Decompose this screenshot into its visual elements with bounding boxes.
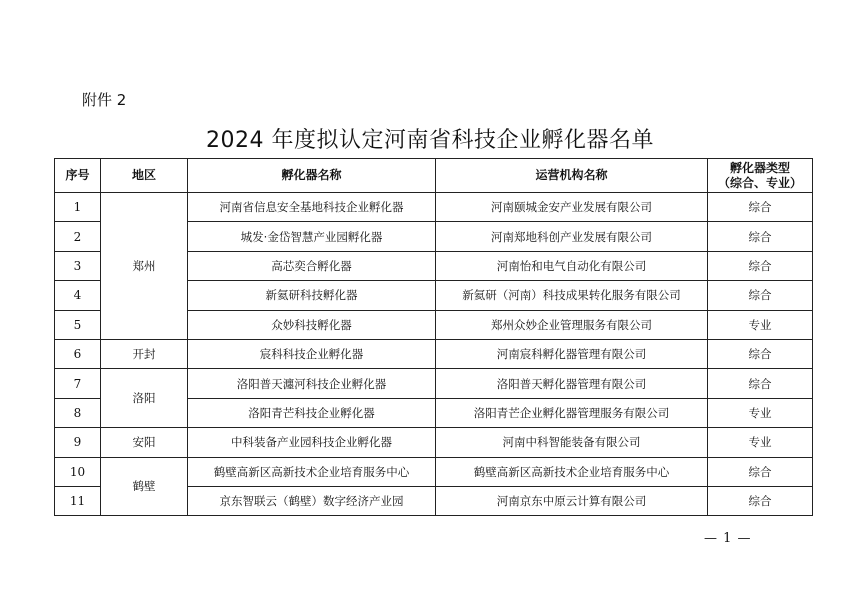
cell-incubator-name: 高芯奕合孵化器 — [188, 251, 436, 280]
cell-seq: 10 — [55, 457, 101, 486]
cell-seq: 4 — [55, 281, 101, 310]
cell-seq: 6 — [55, 339, 101, 368]
cell-region: 郑州 — [101, 193, 188, 340]
cell-operator-name: 河南宸科孵化器管理有限公司 — [436, 339, 708, 368]
cell-incubator-type: 综合 — [708, 486, 813, 515]
cell-incubator-name: 宸科科技企业孵化器 — [188, 339, 436, 368]
cell-incubator-name: 河南省信息安全基地科技企业孵化器 — [188, 193, 436, 222]
cell-seq: 3 — [55, 251, 101, 280]
document-title: 2024 年度拟认定河南省科技企业孵化器名单 — [206, 128, 654, 153]
cell-incubator-type: 综合 — [708, 369, 813, 398]
cell-incubator-type: 综合 — [708, 457, 813, 486]
cell-operator-name: 新氦研（河南）科技成果转化服务有限公司 — [436, 281, 708, 310]
cell-seq: 8 — [55, 398, 101, 427]
table-row — [55, 428, 813, 457]
cell-seq: 5 — [55, 310, 101, 339]
cell-incubator-type: 专业 — [708, 310, 813, 339]
cell-incubator-name: 中科装备产业园科技企业孵化器 — [188, 428, 436, 457]
cell-incubator-type: 综合 — [708, 281, 813, 310]
cell-incubator-type: 综合 — [708, 251, 813, 280]
header-type — [708, 159, 813, 193]
table-row — [55, 339, 813, 368]
table-header-row — [55, 159, 813, 193]
cell-incubator-type: 综合 — [708, 193, 813, 222]
cell-region: 安阳 — [101, 428, 188, 457]
header-type-line2: （综合、专业） — [717, 175, 802, 190]
header-region: 地区 — [101, 159, 188, 193]
cell-operator-name: 河南中科智能装备有限公司 — [436, 428, 708, 457]
cell-region: 鹤壁 — [101, 457, 188, 516]
attachment-label: 附件 2 — [82, 91, 127, 109]
cell-operator-name: 郑州众妙企业管理服务有限公司 — [436, 310, 708, 339]
cell-region: 洛阳 — [101, 369, 188, 428]
cell-incubator-name: 京东智联云（鹤壁）数字经济产业园 — [188, 486, 436, 515]
header-seq: 序号 — [55, 159, 101, 193]
incubator-table — [54, 158, 813, 516]
cell-incubator-name: 鹤壁高新区高新技术企业培育服务中心 — [188, 457, 436, 486]
cell-incubator-name: 洛阳普天瀍河科技企业孵化器 — [188, 369, 436, 398]
cell-seq: 11 — [55, 486, 101, 515]
table-row — [55, 369, 813, 398]
cell-incubator-name: 众妙科技孵化器 — [188, 310, 436, 339]
header-type-line1: 孵化器类型 — [729, 160, 790, 175]
page-number: — 1 — — [704, 531, 752, 546]
cell-seq: 7 — [55, 369, 101, 398]
cell-operator-name: 洛阳青芒企业孵化器管理服务有限公司 — [436, 398, 708, 427]
cell-operator-name: 河南郑地科创产业发展有限公司 — [436, 222, 708, 251]
cell-incubator-name: 洛阳青芒科技企业孵化器 — [188, 398, 436, 427]
cell-operator-name: 鹤壁高新区高新技术企业培育服务中心 — [436, 457, 708, 486]
cell-incubator-name: 城发·金岱智慧产业园孵化器 — [188, 222, 436, 251]
cell-operator-name: 洛阳普天孵化器管理有限公司 — [436, 369, 708, 398]
header-incubator: 孵化器名称 — [188, 159, 436, 193]
cell-seq: 2 — [55, 222, 101, 251]
cell-operator-name: 河南京东中原云计算有限公司 — [436, 486, 708, 515]
table-body — [55, 193, 813, 516]
cell-seq: 9 — [55, 428, 101, 457]
cell-operator-name: 河南怡和电气自动化有限公司 — [436, 251, 708, 280]
cell-region: 开封 — [101, 339, 188, 368]
cell-incubator-type: 综合 — [708, 222, 813, 251]
cell-incubator-type: 专业 — [708, 428, 813, 457]
header-operator: 运营机构名称 — [436, 159, 708, 193]
table-row — [55, 193, 813, 222]
cell-incubator-name: 新氦研科技孵化器 — [188, 281, 436, 310]
cell-operator-name: 河南颐城金安产业发展有限公司 — [436, 193, 708, 222]
cell-seq: 1 — [55, 193, 101, 222]
table-row — [55, 457, 813, 486]
cell-incubator-type: 综合 — [708, 339, 813, 368]
cell-incubator-type: 专业 — [708, 398, 813, 427]
